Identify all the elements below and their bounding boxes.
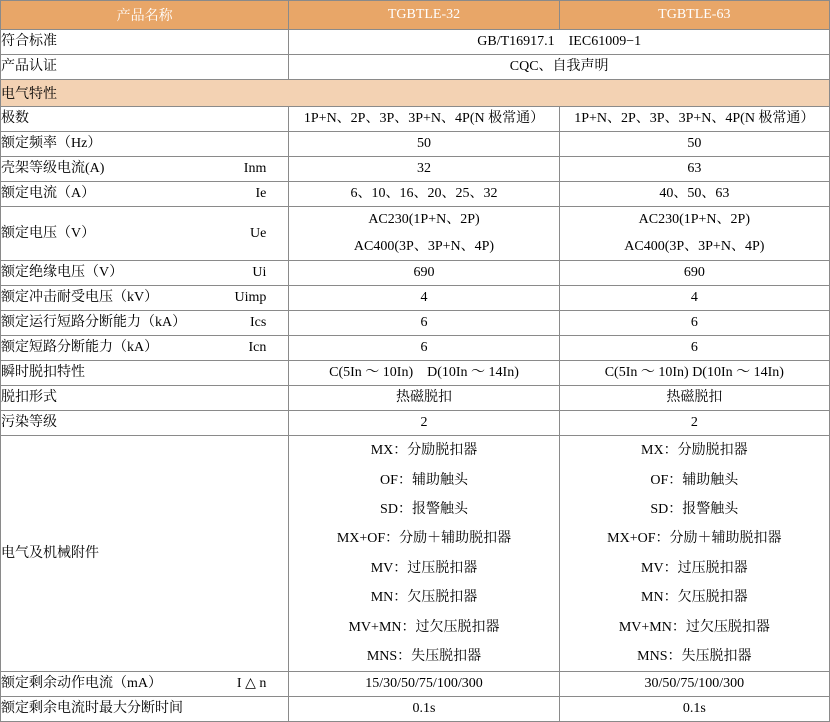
- row-label-cell: [1, 182, 289, 207]
- row-symbol: Ui: [252, 265, 267, 281]
- value-cell-model-1: [289, 107, 559, 132]
- value-cell-model-2: [559, 182, 829, 207]
- row-label: 污染等级: [1, 415, 57, 431]
- value-cell-model-1: [289, 411, 559, 436]
- table-row: [1, 157, 830, 182]
- row-label: 脱扣形式: [1, 390, 57, 406]
- value-line: MNS：失压脱扣器: [637, 648, 752, 664]
- table-row: [1, 386, 830, 411]
- value-cell-model-2: [559, 132, 829, 157]
- value-line: MV：过压脱扣器: [370, 560, 478, 576]
- row-label-cell: [1, 132, 289, 157]
- row-label: 额定绝缘电压（V）: [1, 265, 124, 281]
- value-line: MN：欠压脱扣器: [641, 590, 748, 606]
- value-line: MX：分励脱扣器: [641, 443, 748, 459]
- value-line: 6、10、16、20、25、32: [350, 185, 498, 201]
- row-symbol: I △ n: [236, 676, 267, 692]
- value-line: 50: [417, 135, 431, 151]
- row-label: 额定运行短路分断能力（kA）: [1, 315, 187, 331]
- value-line: MV：过压脱扣器: [641, 560, 748, 576]
- value-line: 6: [690, 315, 698, 331]
- row-label: 电气及机械附件: [1, 545, 99, 561]
- value-cell-merged: [289, 30, 830, 55]
- value-line: AC400(3P、3P+N、4P): [353, 238, 495, 254]
- value-cell-model-2: [559, 361, 829, 386]
- row-label-cell: [1, 286, 289, 311]
- row-label: 额定剩余动作电流（mA）: [1, 676, 162, 692]
- header-cell-model-1: TGBTLE-32: [289, 1, 559, 30]
- value-cell-model-1: [289, 697, 559, 722]
- value-cell-model-1: [289, 311, 559, 336]
- accessories-cell-model-1: [289, 436, 559, 672]
- table-row: [1, 436, 830, 672]
- row-label: 额定短路分断能力（kA）: [1, 340, 159, 356]
- value-line: MV+MN：过欠压脱扣器: [618, 619, 770, 635]
- value-line: 15/30/50/75/100/300: [365, 676, 483, 692]
- row-symbol: Ie: [255, 185, 267, 201]
- header-cell-model-2: TGBTLE-63: [559, 1, 829, 30]
- row-label-cell: [1, 386, 289, 411]
- row-label-cell: [1, 672, 289, 697]
- value-line: MX：分励脱扣器: [370, 443, 478, 459]
- table-row: [1, 55, 830, 80]
- value-cell-model-2: [559, 697, 829, 722]
- value-line: MV+MN：过欠压脱扣器: [348, 619, 500, 635]
- value-cell-model-1: [289, 132, 559, 157]
- value-cell-model-1: [289, 207, 559, 261]
- table-row: [1, 107, 830, 132]
- value-line: SD：报警触头: [650, 501, 739, 517]
- value-cell-merged: [289, 55, 830, 80]
- table-row: [1, 697, 830, 722]
- row-symbol: Icn: [248, 340, 267, 356]
- row-label: 额定剩余电流时最大分断时间: [1, 701, 183, 717]
- value-line: 0.1s: [682, 701, 706, 717]
- row-label-cell: [1, 261, 289, 286]
- value-line: 2: [420, 415, 428, 431]
- value-line: OF：辅助触头: [380, 472, 468, 488]
- row-label-cell: [1, 55, 289, 80]
- row-label-cell: [1, 107, 289, 132]
- value-line: 热磁脱扣: [396, 390, 452, 406]
- row-symbol: Ue: [250, 225, 267, 241]
- table-header-row: [1, 1, 830, 30]
- row-label-cell: [1, 157, 289, 182]
- row-label-cell: [1, 336, 289, 361]
- value-line: MX+OF：分励＋辅助脱扣器: [336, 531, 512, 547]
- header-cell-label: 产品名称: [1, 1, 289, 30]
- value-cell-model-2: [559, 311, 829, 336]
- value-cell-model-1: [289, 286, 559, 311]
- row-label: 额定电压（V）: [1, 225, 96, 241]
- row-label-cell: [1, 361, 289, 386]
- value-cell-model-2: [559, 386, 829, 411]
- value-line: 32: [417, 160, 431, 176]
- table-row: [1, 361, 830, 386]
- row-symbol: Inm: [243, 160, 267, 176]
- value-line: MN：欠压脱扣器: [370, 590, 478, 606]
- value-line: CQC、自我声明: [509, 58, 609, 74]
- value-line: 30/50/75/100/300: [644, 676, 745, 692]
- value-line: 2: [690, 415, 698, 431]
- table-row: [1, 132, 830, 157]
- value-line: 690: [413, 265, 435, 281]
- accessories-cell-model-2: [559, 436, 829, 672]
- row-label-cell: [1, 207, 289, 261]
- value-line: MX+OF：分励＋辅助脱扣器: [607, 531, 782, 547]
- value-line: 热磁脱扣: [666, 390, 723, 406]
- value-cell-model-1: [289, 672, 559, 697]
- table-row: [1, 207, 830, 261]
- value-line: C(5In ～ 10In) D(10In ～ 14In): [329, 365, 519, 381]
- value-line: AC230(1P+N、2P): [638, 212, 750, 227]
- value-cell-model-2: [559, 286, 829, 311]
- value-cell-model-2: [559, 107, 829, 132]
- value-cell-model-2: [559, 411, 829, 436]
- value-cell-model-2: [559, 157, 829, 182]
- value-cell-model-2: [559, 672, 829, 697]
- value-line: 6: [420, 315, 428, 331]
- row-label: 额定频率（Hz）: [1, 135, 102, 151]
- table-row: [1, 411, 830, 436]
- value-line: 63: [687, 160, 702, 176]
- row-label: 壳架等级电流(A): [1, 160, 105, 176]
- table-row: [1, 261, 830, 286]
- row-label-cell: [1, 697, 289, 722]
- value-line: 690: [683, 265, 705, 281]
- value-line: 4: [690, 290, 698, 306]
- table-row: [1, 30, 830, 55]
- value-line: AC230(1P+N、2P): [368, 212, 480, 227]
- value-line: 50: [687, 135, 702, 151]
- value-line: C(5In ～ 10In) D(10In ～ 14In): [604, 365, 784, 381]
- table-row: [1, 336, 830, 361]
- value-cell-model-1: [289, 261, 559, 286]
- row-label-cell: [1, 436, 289, 672]
- value-line: GB/T16917.1 IEC61009−1: [477, 33, 642, 49]
- table-row: [1, 311, 830, 336]
- section-title: 电气特性: [1, 80, 830, 107]
- row-label: 瞬时脱扣特性: [1, 365, 85, 381]
- row-label: 额定电流（A）: [1, 185, 96, 201]
- value-line: MNS：失压脱扣器: [366, 648, 482, 664]
- value-line: 1P+N、2P、3P、3P+N、4P(N 极常通）: [574, 110, 815, 126]
- row-label-cell: [1, 30, 289, 55]
- value-line: OF：辅助触头: [650, 472, 739, 488]
- row-label: 极数: [1, 110, 29, 126]
- value-line: AC400(3P、3P+N、4P): [624, 238, 765, 254]
- value-line: 6: [690, 340, 698, 356]
- value-line: 1P+N、2P、3P、3P+N、4P(N 极常通）: [303, 110, 545, 126]
- value-line: 6: [420, 340, 428, 356]
- value-cell-model-1: [289, 182, 559, 207]
- row-label-cell: [1, 411, 289, 436]
- table-row: [1, 182, 830, 207]
- value-cell-model-2: [559, 261, 829, 286]
- value-cell-model-1: [289, 361, 559, 386]
- table-row: [1, 286, 830, 311]
- value-line: SD：报警触头: [380, 501, 468, 517]
- row-symbol: Ics: [250, 315, 267, 331]
- row-label-cell: [1, 311, 289, 336]
- value-line: 40、50、63: [659, 185, 730, 201]
- section-header-row: [1, 80, 830, 107]
- value-line: 4: [420, 290, 428, 306]
- value-cell-model-1: [289, 157, 559, 182]
- value-cell-model-2: [559, 207, 829, 261]
- row-symbol: Uimp: [234, 290, 267, 306]
- value-cell-model-1: [289, 386, 559, 411]
- value-cell-model-2: [559, 336, 829, 361]
- table-row: [1, 672, 830, 697]
- row-label: 产品认证: [1, 58, 57, 74]
- table-body: [1, 1, 830, 722]
- value-cell-model-1: [289, 336, 559, 361]
- row-label: 额定冲击耐受电压（kV）: [1, 290, 159, 306]
- row-label: 符合标准: [1, 33, 57, 49]
- value-line: 0.1s: [412, 701, 436, 717]
